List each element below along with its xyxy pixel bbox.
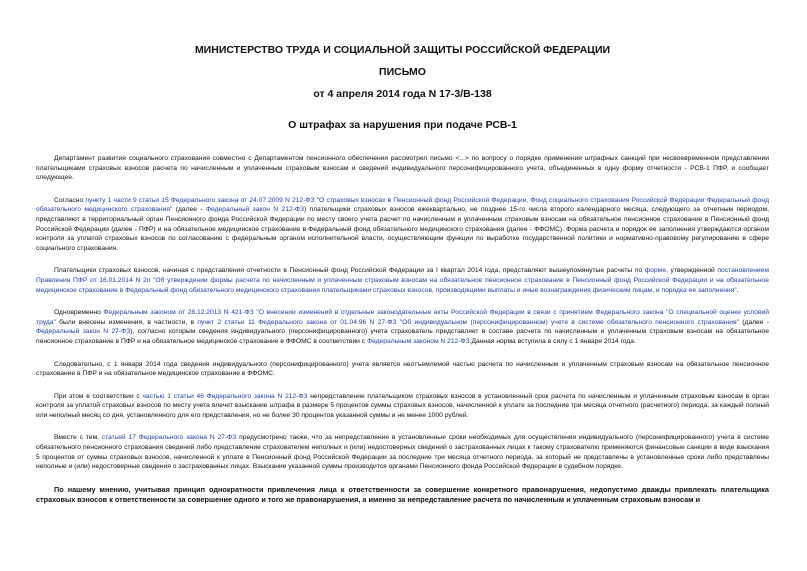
paragraph-text: Плательщики страховых взносов, начиная с представления отчетности в Пенсионный фонд Российской Федерации за I квартал 2014 года, представляют вышеупомянутые расчеты по — [54, 267, 645, 275]
paragraph-text: Департамент развития социального страхования совместно с Департаментом пенсионного обеспечения рассмотрел письмо <...> по вопросу о порядке применения штрафных санкций при несвоевременном представлении плательщиками страховых взносов расчета по начисленным и уплаченным страховым взносам и сведений индивидуального персонифицированного учета, объединенных в одну форму отчетности - РСВ-1 ПФР, и сообщает следующее. — [36, 155, 769, 182]
law-reference-link[interactable]: пункт 2 статьи 11 Федерального закона от 01.04.96 N 27-ФЗ "Об индивидуальном (персонифицированном) учете в системе обязательного пенсионного страхования" — [197, 318, 739, 326]
law-reference-link[interactable]: Федеральный закон N 27-ФЗ — [36, 328, 131, 336]
paragraph-5 — [36, 360, 769, 379]
paragraph-text: непредставление плательщиком страховых взносов в установленный срок расчета по начисленным и уплаченным страховым взносам в орган контроля за уплатой страховых взносов по месту учета влечет взыскание штрафа в размере 5 процентов суммы страховых взносов, начисленной к уплате за последние три месяца отчетного (расчетного) периода, за каждый полный или неполный месяц со дня, установленного для его представления, но не более 30 процентов указанной суммы и не менее 1000 рублей. — [36, 392, 770, 419]
paragraph-text: ), согласно которым сведения индивидуального (персонифицированного) учета страхователь представляет в составе расчета по начисленным и уплаченным страховым взносам на обязательное пенсионное страхование в ПФР и на обязательное медицинское страхование в ФФОМС в соответствии с — [36, 328, 769, 345]
paragraph-6 — [36, 392, 769, 421]
paragraph-text: .Данная норма вступила в силу с 1 января 2014 года. — [469, 337, 636, 345]
law-reference-link[interactable]: форме — [644, 267, 667, 275]
paragraph-8 — [36, 485, 769, 506]
paragraph-4 — [36, 308, 769, 346]
law-reference-link[interactable]: Федеральный закон N 212-ФЗ — [205, 206, 305, 214]
paragraph-1 — [36, 154, 769, 183]
paragraph-text: были внесены изменения, в частности, в — [55, 318, 198, 326]
law-reference-link[interactable]: статьей 17 Федерального закона N 27-ФЗ — [101, 434, 237, 442]
paragraph-text: (далее - — [738, 318, 769, 326]
paragraph-text: По нашему мнению, учитывая принцип однократности привлечения лица к ответственности за совершение конкретного правонарушения, недопустимо дважды привлекать плательщика страховых взносов к ответственности за совершение одного и того же правонарушения, а именно за непредставление расчета по начисленным и уплаченным страховым взносам и — [36, 484, 769, 505]
paragraph-text: Согласно — [54, 196, 86, 204]
law-reference-link[interactable]: Федеральным законом N 212-ФЗ — [366, 337, 470, 345]
paragraph-text: предусмотрено также, что за непредставление в установленные сроки необходимых для осуществления индивидуального (персонифицированного) учета в системе обязательного пенсионного страхования сведений либо представление страхователем неполных и (или) недостоверных сведений о застрахованных лицах к такому страхователю применяются финансовые санкции в виде взыскания 5 процентов от суммы страховых взносов, начисленной к уплате в Пенсионный фонд Российской Федерации за последние три месяца отчетного периода, за который не представлены в установленные сроки либо представлены неполные и (или) недостоверные сведения о застрахованных лицах. Взыскание указанной суммы производится органами Пенсионного фонда Российской Федерации в судебном порядке. — [36, 434, 769, 471]
paragraph-text: ) плательщики страховых взносов ежеквартально, не позднее 15-го числа второго календарного месяца, следующего за отчетным периодом, представляют в территориальный орган Пенсионного фонда Российской Федерации по месту своего учета расчет по начисленным и уплаченным страховым взносам на обязательное пенсионное страхование в Пенсионный фонд Российской Федерации (далее - ПФР) и на обязательное медицинское страхование в Федеральный фонд обязательного медицинского страхования (далее - ФФОМС). Форма расчета и порядок ее заполнения утверждаются органом контроля за уплатой страховых взносов по согласованию с федеральным органом исполнительной власти, осуществляющим функции по выработке государственной политики и нормативно-правовому регулированию в сфере социального страхования. — [36, 206, 769, 252]
paragraph-text: При этом в соответствии с — [54, 392, 143, 400]
law-reference-link[interactable]: частью 1 статьи 46 Федерального закона N 212-ФЗ — [142, 392, 308, 400]
paragraph-7 — [36, 433, 769, 471]
law-reference-link[interactable]: постановлением Правления ПФР от 16.01.2014 N 2п "Об утверждении формы расчета по начисленным и уплаченным страховым взносам на обязательное пенсионное страхование в Пенсионный фонд Российской Федерации и на обязательное медицинское страхование в Федеральный фонд обязательного медицинского страхования плательщиками страховых взносов, производящими выплаты и иные вознаграждения физическим лицам, и порядка ее заполнения" — [36, 267, 769, 294]
law-reference-link[interactable]: пункту 1 части 9 статьи 15 Федерального закона от 24.07.2009 N 212-ФЗ "О страховых взносах в Пенсионный фонд Российской Федерации, Фонд социального страхования Российской Федерации Федеральный фонд обязательного медицинского страхования" — [36, 196, 770, 214]
paragraph-2 — [36, 196, 769, 254]
paragraph-text: Следовательно, с 1 января 2014 года сведения индивидуального (персонифицированного) учета является неотъемлемой частью расчета по начисленным и уплаченным страховым взносам на обязательное пенсионное страхование в ПФР и на обязательное медицинское страхование в ФФОМС. — [36, 360, 769, 378]
paragraph-text: Вместе с тем, — [54, 434, 102, 442]
paragraph-text: , утвержденной — [666, 267, 718, 275]
paragraph-text: (далее - — [172, 206, 206, 214]
paragraph-3 — [36, 266, 769, 295]
paragraph-text: Одновременно — [54, 309, 104, 317]
document-type: ПИСЬМО — [379, 66, 426, 78]
document-subject: О штрафах за нарушения при подаче РСВ-1 — [288, 119, 517, 131]
paragraph-text: . — [736, 286, 739, 294]
law-reference-link[interactable]: Федеральным законом от 28.12.2013 N 421-ФЗ "О внесении изменений в отдельные законодательные акты Российской Федерации в связи с принятием Федерального закона "О специальной оценке условий труда" — [36, 309, 769, 326]
ministry-heading: МИНИСТЕРСТВО ТРУДА И СОЦИАЛЬНОЙ ЗАЩИТЫ РОССИЙСКОЙ ФЕДЕРАЦИИ — [194, 44, 611, 56]
document-date-number: от 4 апреля 2014 года N 17-3/В-138 — [313, 88, 492, 100]
